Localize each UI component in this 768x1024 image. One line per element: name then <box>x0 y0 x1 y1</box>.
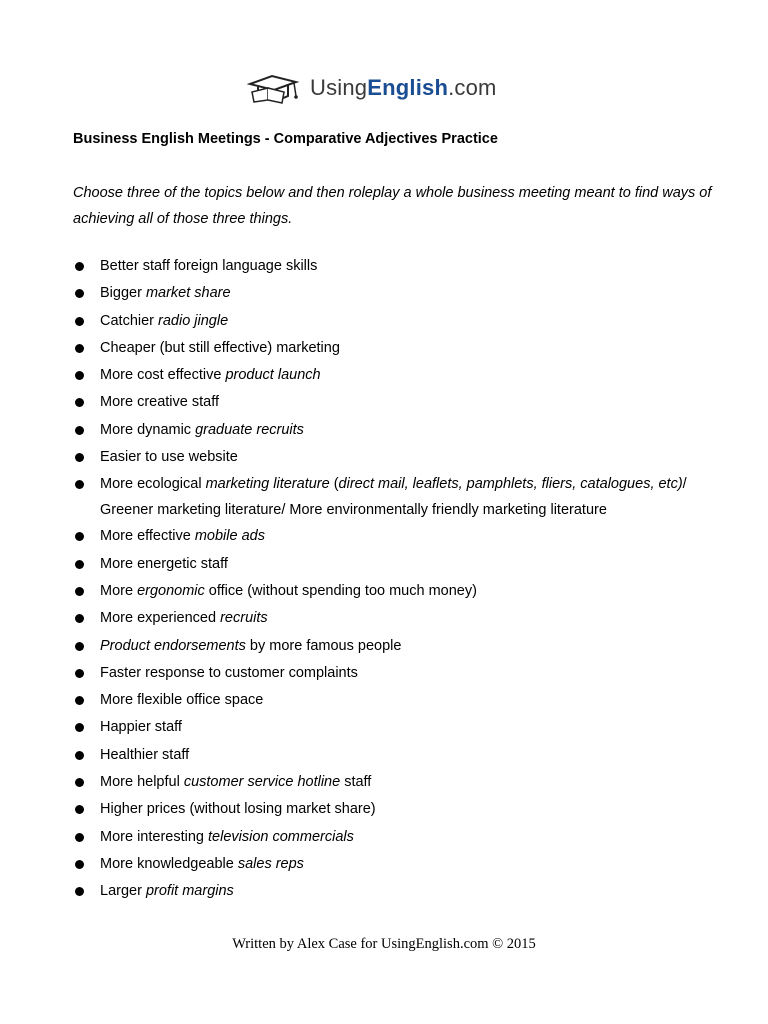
bullet-icon <box>75 778 84 787</box>
bullet-icon <box>75 751 84 760</box>
list-item <box>73 389 713 415</box>
list-item-text: More ecological <box>100 476 206 493</box>
list-item <box>73 687 713 713</box>
list-item-text: market share <box>145 285 231 302</box>
list-item-text: Cheaper (but still effective) marketing <box>100 339 340 356</box>
bullet-icon <box>75 887 84 896</box>
list-item-text: Faster response to customer complaints <box>100 664 358 681</box>
list-item-text: Happier staff <box>100 719 182 736</box>
list-item-text: recruits <box>220 610 268 627</box>
bullet-icon <box>75 480 84 489</box>
list-item-text: ( <box>329 476 339 493</box>
list-item-text: direct mail, leaflets, pamphlets, fliers, catalogues, etc) <box>338 476 683 493</box>
logo-text-prefix: Using <box>310 75 368 100</box>
bullet-icon <box>75 344 84 353</box>
list-item <box>73 769 713 795</box>
bullet-icon <box>75 371 84 380</box>
bullet-icon <box>75 289 84 298</box>
list-item <box>73 851 713 877</box>
list-item-text: Larger <box>100 883 146 900</box>
list-item-text: Bigger <box>100 285 146 302</box>
topic-list <box>73 253 713 906</box>
list-item <box>73 280 713 306</box>
bullet-icon <box>75 860 84 869</box>
list-item-text: mobile ads <box>194 528 265 545</box>
list-item-text: More experienced <box>100 610 221 627</box>
list-item-text: More helpful <box>100 774 184 791</box>
bullet-icon <box>75 669 84 678</box>
list-item-text: customer service hotline <box>183 774 341 791</box>
list-item <box>73 714 713 740</box>
list-item-text: Easier to use website <box>100 449 238 466</box>
list-item <box>73 551 713 577</box>
list-item-text: More interesting <box>100 828 208 845</box>
document-title: Business English Meetings - Comparative Adjectives Practice <box>73 131 498 147</box>
list-item <box>73 253 713 279</box>
list-item <box>73 444 713 470</box>
list-item <box>73 796 713 822</box>
list-item <box>73 824 713 850</box>
list-item <box>73 633 713 659</box>
list-item <box>73 742 713 768</box>
list-item-text: More cost effective <box>100 367 226 384</box>
list-item-text: marketing literature <box>205 476 330 493</box>
list-item <box>73 471 713 523</box>
list-item-text: More knowledgeable <box>100 855 238 872</box>
list-item-text: product launch <box>225 367 321 384</box>
list-item-text: Better staff foreign language skills <box>100 258 318 274</box>
list-item-text: / Greener marketing literature/ More environmentally friendly marketing literature <box>100 476 687 519</box>
bullet-icon <box>75 614 84 623</box>
list-item-text: Healthier staff <box>100 746 190 763</box>
bullet-icon <box>75 453 84 462</box>
bullet-icon <box>75 805 84 814</box>
bullet-icon <box>75 587 84 596</box>
instructions-paragraph: Choose three of the topics below and then roleplay a whole business meeting meant to find ways of achieving all of those three things. <box>73 185 712 227</box>
list-item-text: Catchier <box>100 312 159 329</box>
logo-wordmark <box>310 75 497 101</box>
bullet-icon <box>75 426 84 435</box>
list-item <box>73 335 713 361</box>
bullet-icon <box>75 833 84 842</box>
list-item-text: office (without spending too much money) <box>204 582 477 599</box>
bullet-icon <box>75 642 84 651</box>
list-item-text: sales reps <box>237 855 304 872</box>
list-item-text: More dynamic <box>100 421 196 438</box>
list-item-text: profit margins <box>145 883 234 900</box>
bullet-icon <box>75 696 84 705</box>
logo-text-accent: English <box>367 75 449 100</box>
list-item-text: More <box>100 582 138 599</box>
list-item-text: radio jingle <box>158 312 229 329</box>
logo-text-suffix: .com <box>448 75 497 100</box>
list-item-text: staff <box>340 774 372 791</box>
list-item-text: ergonomic <box>137 582 205 599</box>
list-item <box>73 878 713 904</box>
mortarboard-book-logo-icon <box>246 70 302 106</box>
bullet-icon <box>75 723 84 732</box>
list-item <box>73 605 713 631</box>
list-item-text: More creative staff <box>100 394 220 411</box>
list-item <box>73 523 713 549</box>
list-item-text: Product endorsements <box>100 637 246 654</box>
list-item-text: More effective <box>100 528 195 545</box>
bullet-icon <box>75 398 84 407</box>
bullet-icon <box>75 560 84 569</box>
list-item <box>73 578 713 604</box>
list-item <box>73 308 713 334</box>
footer-credit: Written by Alex Case for UsingEnglish.com © 2015 <box>232 936 536 952</box>
bullet-icon <box>75 262 84 271</box>
list-item <box>73 417 713 443</box>
bullet-icon <box>75 317 84 326</box>
bullet-icon <box>75 532 84 541</box>
list-item-text: More flexible office space <box>100 692 264 709</box>
list-item-text: More energetic staff <box>100 555 228 572</box>
list-item-text: graduate recruits <box>195 421 304 438</box>
list-item-text: by more famous people <box>245 637 402 654</box>
list-item <box>73 660 713 686</box>
list-item-text: television commercials <box>208 828 354 845</box>
site-logo <box>246 68 497 108</box>
list-item <box>73 362 713 388</box>
list-item-text: Higher prices (without losing market share) <box>100 801 376 818</box>
